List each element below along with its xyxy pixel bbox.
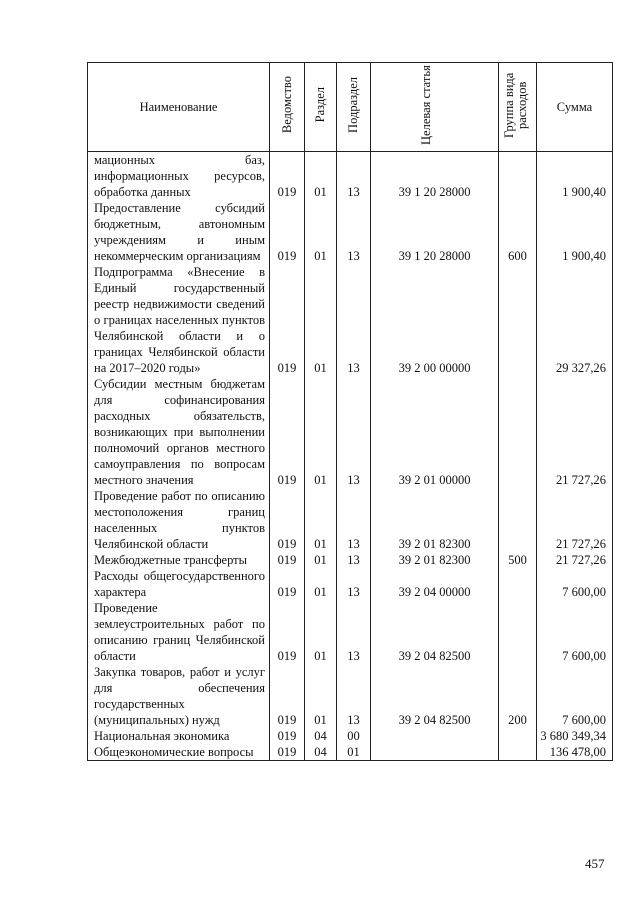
row-podrazdel: 01 — [337, 744, 371, 761]
row-gruppa — [499, 488, 537, 552]
row-razdel: 01 — [305, 664, 337, 728]
page-number: 457 — [585, 856, 605, 871]
row-name: Общеэкономические вопросы — [88, 744, 270, 761]
row-celevaya-statya: 39 2 01 82300 — [371, 488, 499, 552]
row-celevaya-statya: 39 2 01 82300 — [371, 552, 499, 568]
row-summa: 1 900,40 — [537, 200, 613, 264]
row-vedomstvo: 019 — [270, 600, 305, 664]
row-summa: 7 600,00 — [537, 600, 613, 664]
row-summa: 3 680 349,34 — [537, 728, 613, 744]
row-summa: 7 600,00 — [537, 664, 613, 728]
table-row — [88, 664, 613, 728]
row-podrazdel: 13 — [337, 200, 371, 264]
row-summa: 21 727,26 — [537, 376, 613, 488]
row-name: Проведение землеустроительных работ по описанию границ Челябинской области — [88, 600, 270, 664]
row-gruppa — [499, 152, 537, 201]
row-podrazdel: 13 — [337, 664, 371, 728]
row-celevaya-statya: 39 1 20 28000 — [371, 152, 499, 201]
row-gruppa: 200 — [499, 664, 537, 728]
row-name: Предоставление субсидий бюджетным, автономным учреждениям и иным некоммерческим организациям — [88, 200, 270, 264]
row-razdel: 01 — [305, 264, 337, 376]
row-summa: 21 727,26 — [537, 552, 613, 568]
row-gruppa: 500 — [499, 552, 537, 568]
row-razdel: 01 — [305, 600, 337, 664]
row-celevaya-statya: 39 2 04 82500 — [371, 600, 499, 664]
table-row — [88, 728, 613, 744]
row-vedomstvo: 019 — [270, 664, 305, 728]
table-header-row — [88, 63, 613, 152]
row-summa: 21 727,26 — [537, 488, 613, 552]
table-row — [88, 600, 613, 664]
header-celevaya-statya: Целевая статья — [371, 63, 499, 152]
row-name: Национальная экономика — [88, 728, 270, 744]
row-podrazdel: 13 — [337, 568, 371, 600]
row-name: мационных баз, информационных ресурсов, обработка данных — [88, 152, 270, 201]
row-gruppa — [499, 264, 537, 376]
row-name: Подпрограмма «Внесение в Единый государственный реестр недвижимости сведений о границах населенных пунктов Челябинской области и о границах Челябинской области на 2017–2020 годы» — [88, 264, 270, 376]
table-row — [88, 568, 613, 600]
row-podrazdel: 13 — [337, 264, 371, 376]
table-row — [88, 744, 613, 761]
row-summa: 29 327,26 — [537, 264, 613, 376]
header-vedomstvo: Ведомство — [270, 63, 305, 152]
row-summa: 136 478,00 — [537, 744, 613, 761]
row-celevaya-statya: 39 2 04 82500 — [371, 664, 499, 728]
budget-table — [87, 62, 613, 761]
row-razdel: 01 — [305, 152, 337, 201]
row-summa: 1 900,40 — [537, 152, 613, 201]
row-vedomstvo: 019 — [270, 728, 305, 744]
row-summa: 7 600,00 — [537, 568, 613, 600]
table-row — [88, 152, 613, 201]
table-row — [88, 552, 613, 568]
row-podrazdel: 13 — [337, 488, 371, 552]
row-vedomstvo: 019 — [270, 552, 305, 568]
row-razdel: 01 — [305, 200, 337, 264]
row-celevaya-statya: 39 2 04 00000 — [371, 568, 499, 600]
header-gruppa-vida-rashodov: Группа вида расходов — [499, 63, 537, 152]
table-row — [88, 200, 613, 264]
row-gruppa — [499, 600, 537, 664]
row-podrazdel: 00 — [337, 728, 371, 744]
row-vedomstvo: 019 — [270, 744, 305, 761]
header-summa: Сумма — [537, 63, 613, 152]
row-gruppa — [499, 568, 537, 600]
row-name: Расходы общегосударственного характера — [88, 568, 270, 600]
row-celevaya-statya: 39 2 00 00000 — [371, 264, 499, 376]
row-name: Субсидии местным бюджетам для софинансирования расходных обязательств, возникающих при выполнении полномочий органов местного самоуправления по вопросам местного значения — [88, 376, 270, 488]
row-celevaya-statya: 39 2 01 00000 — [371, 376, 499, 488]
row-name: Межбюджетные трансферты — [88, 552, 270, 568]
table-row — [88, 264, 613, 376]
row-name: Проведение работ по описанию местоположения границ населенных пунктов Челябинской области — [88, 488, 270, 552]
row-celevaya-statya — [371, 728, 499, 744]
row-razdel: 01 — [305, 488, 337, 552]
row-gruppa — [499, 376, 537, 488]
row-name: Закупка товаров, работ и услуг для обеспечения государственных (муниципальных) нужд — [88, 664, 270, 728]
header-podrazdel: Подраздел — [337, 63, 371, 152]
row-gruppa — [499, 744, 537, 761]
row-vedomstvo: 019 — [270, 376, 305, 488]
row-celevaya-statya: 39 1 20 28000 — [371, 200, 499, 264]
row-podrazdel: 13 — [337, 600, 371, 664]
row-gruppa: 600 — [499, 200, 537, 264]
header-razdel: Раздел — [305, 63, 337, 152]
row-gruppa — [499, 728, 537, 744]
header-name: Наименование — [88, 63, 270, 152]
row-razdel: 04 — [305, 744, 337, 761]
row-vedomstvo: 019 — [270, 568, 305, 600]
row-vedomstvo: 019 — [270, 488, 305, 552]
row-razdel: 01 — [305, 376, 337, 488]
table-row — [88, 488, 613, 552]
row-podrazdel: 13 — [337, 552, 371, 568]
row-vedomstvo: 019 — [270, 200, 305, 264]
row-podrazdel: 13 — [337, 376, 371, 488]
row-vedomstvo: 019 — [270, 264, 305, 376]
row-podrazdel: 13 — [337, 152, 371, 201]
row-vedomstvo: 019 — [270, 152, 305, 201]
row-celevaya-statya — [371, 744, 499, 761]
row-razdel: 04 — [305, 728, 337, 744]
row-razdel: 01 — [305, 568, 337, 600]
row-razdel: 01 — [305, 552, 337, 568]
table-row — [88, 376, 613, 488]
